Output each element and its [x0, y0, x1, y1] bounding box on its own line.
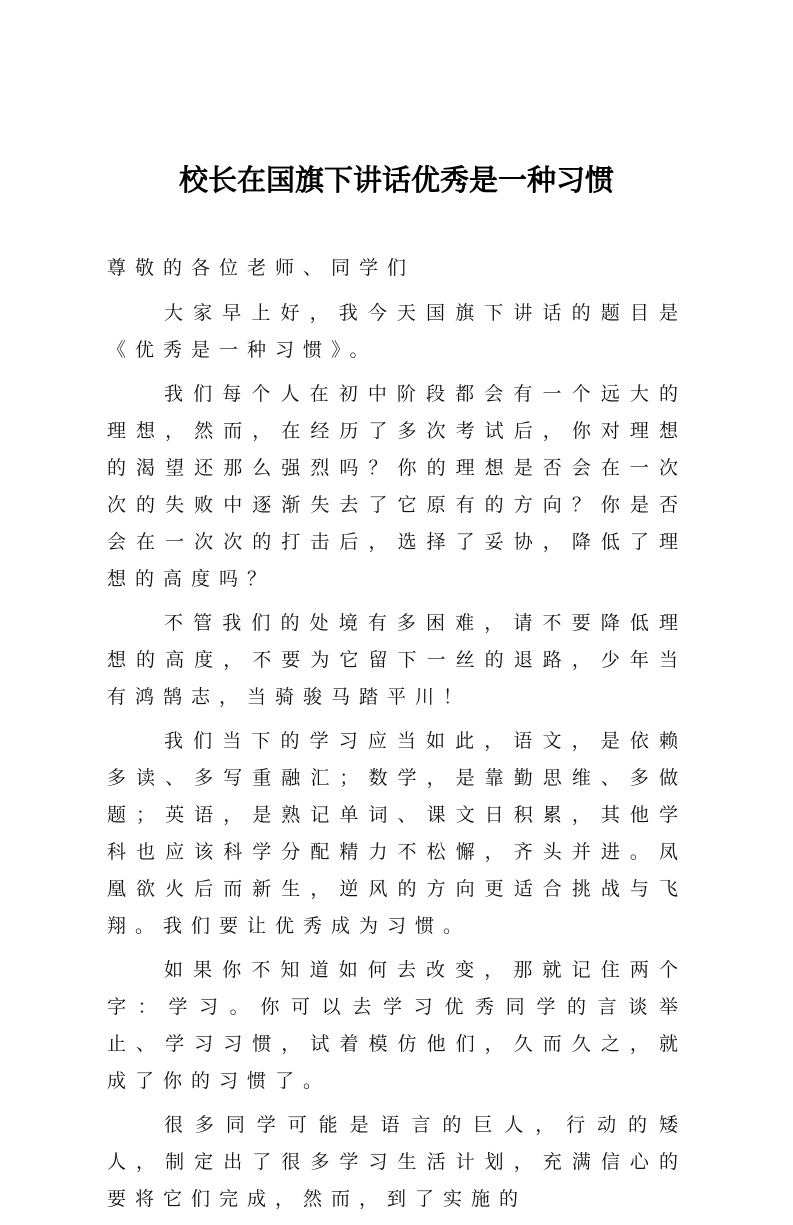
document-title: 校长在国旗下讲话优秀是一种习惯: [178, 163, 614, 197]
paragraph: 我们当下的学习应当如此，语文，是依赖多读、多写重融汇；数学，是靠勤思维、多做题；英语，是熟记单词、课文日积累，其他学科也应该科学分配精力不松懈，齐头并进。凤凰欲火后而新生，逆风的方向更适合挑战与飞翔。我们要让优秀成为习惯。: [107, 730, 687, 937]
paragraph: 不管我们的处境有多困难，请不要降低理想的高度，不要为它留下一丝的退路，少年当有鸿鹄志，当骑骏马踏平川！: [107, 612, 687, 708]
paragraph: 我们每个人在初中阶段都会有一个远大的理想，然而，在经历了多次考试后，你对理想的渴望还那么强烈吗？你的理想是否会在一次次的失败中逐渐失去了它原有的方向？你是否会在一次次的打击后，选择了妥协，降低了理想的高度吗？: [107, 383, 687, 590]
document-body: [107, 250, 687, 1225]
paragraph: 如果你不知道如何去改变，那就记住两个字：学习。你可以去学习优秀同学的言谈举止、学习习惯，试着模仿他们，久而久之，就成了你的习惯了。: [107, 959, 687, 1092]
paragraph: 大家早上好，我今天国旗下讲话的题目是《优秀是一种习惯》。: [107, 302, 687, 361]
paragraph: 很多同学可能是语言的巨人，行动的矮人，制定出了很多学习生活计划，充满信心的要将它们完成，然而，到了实施的: [107, 1114, 687, 1210]
salutation: 尊敬的各位老师、同学们: [107, 257, 416, 279]
